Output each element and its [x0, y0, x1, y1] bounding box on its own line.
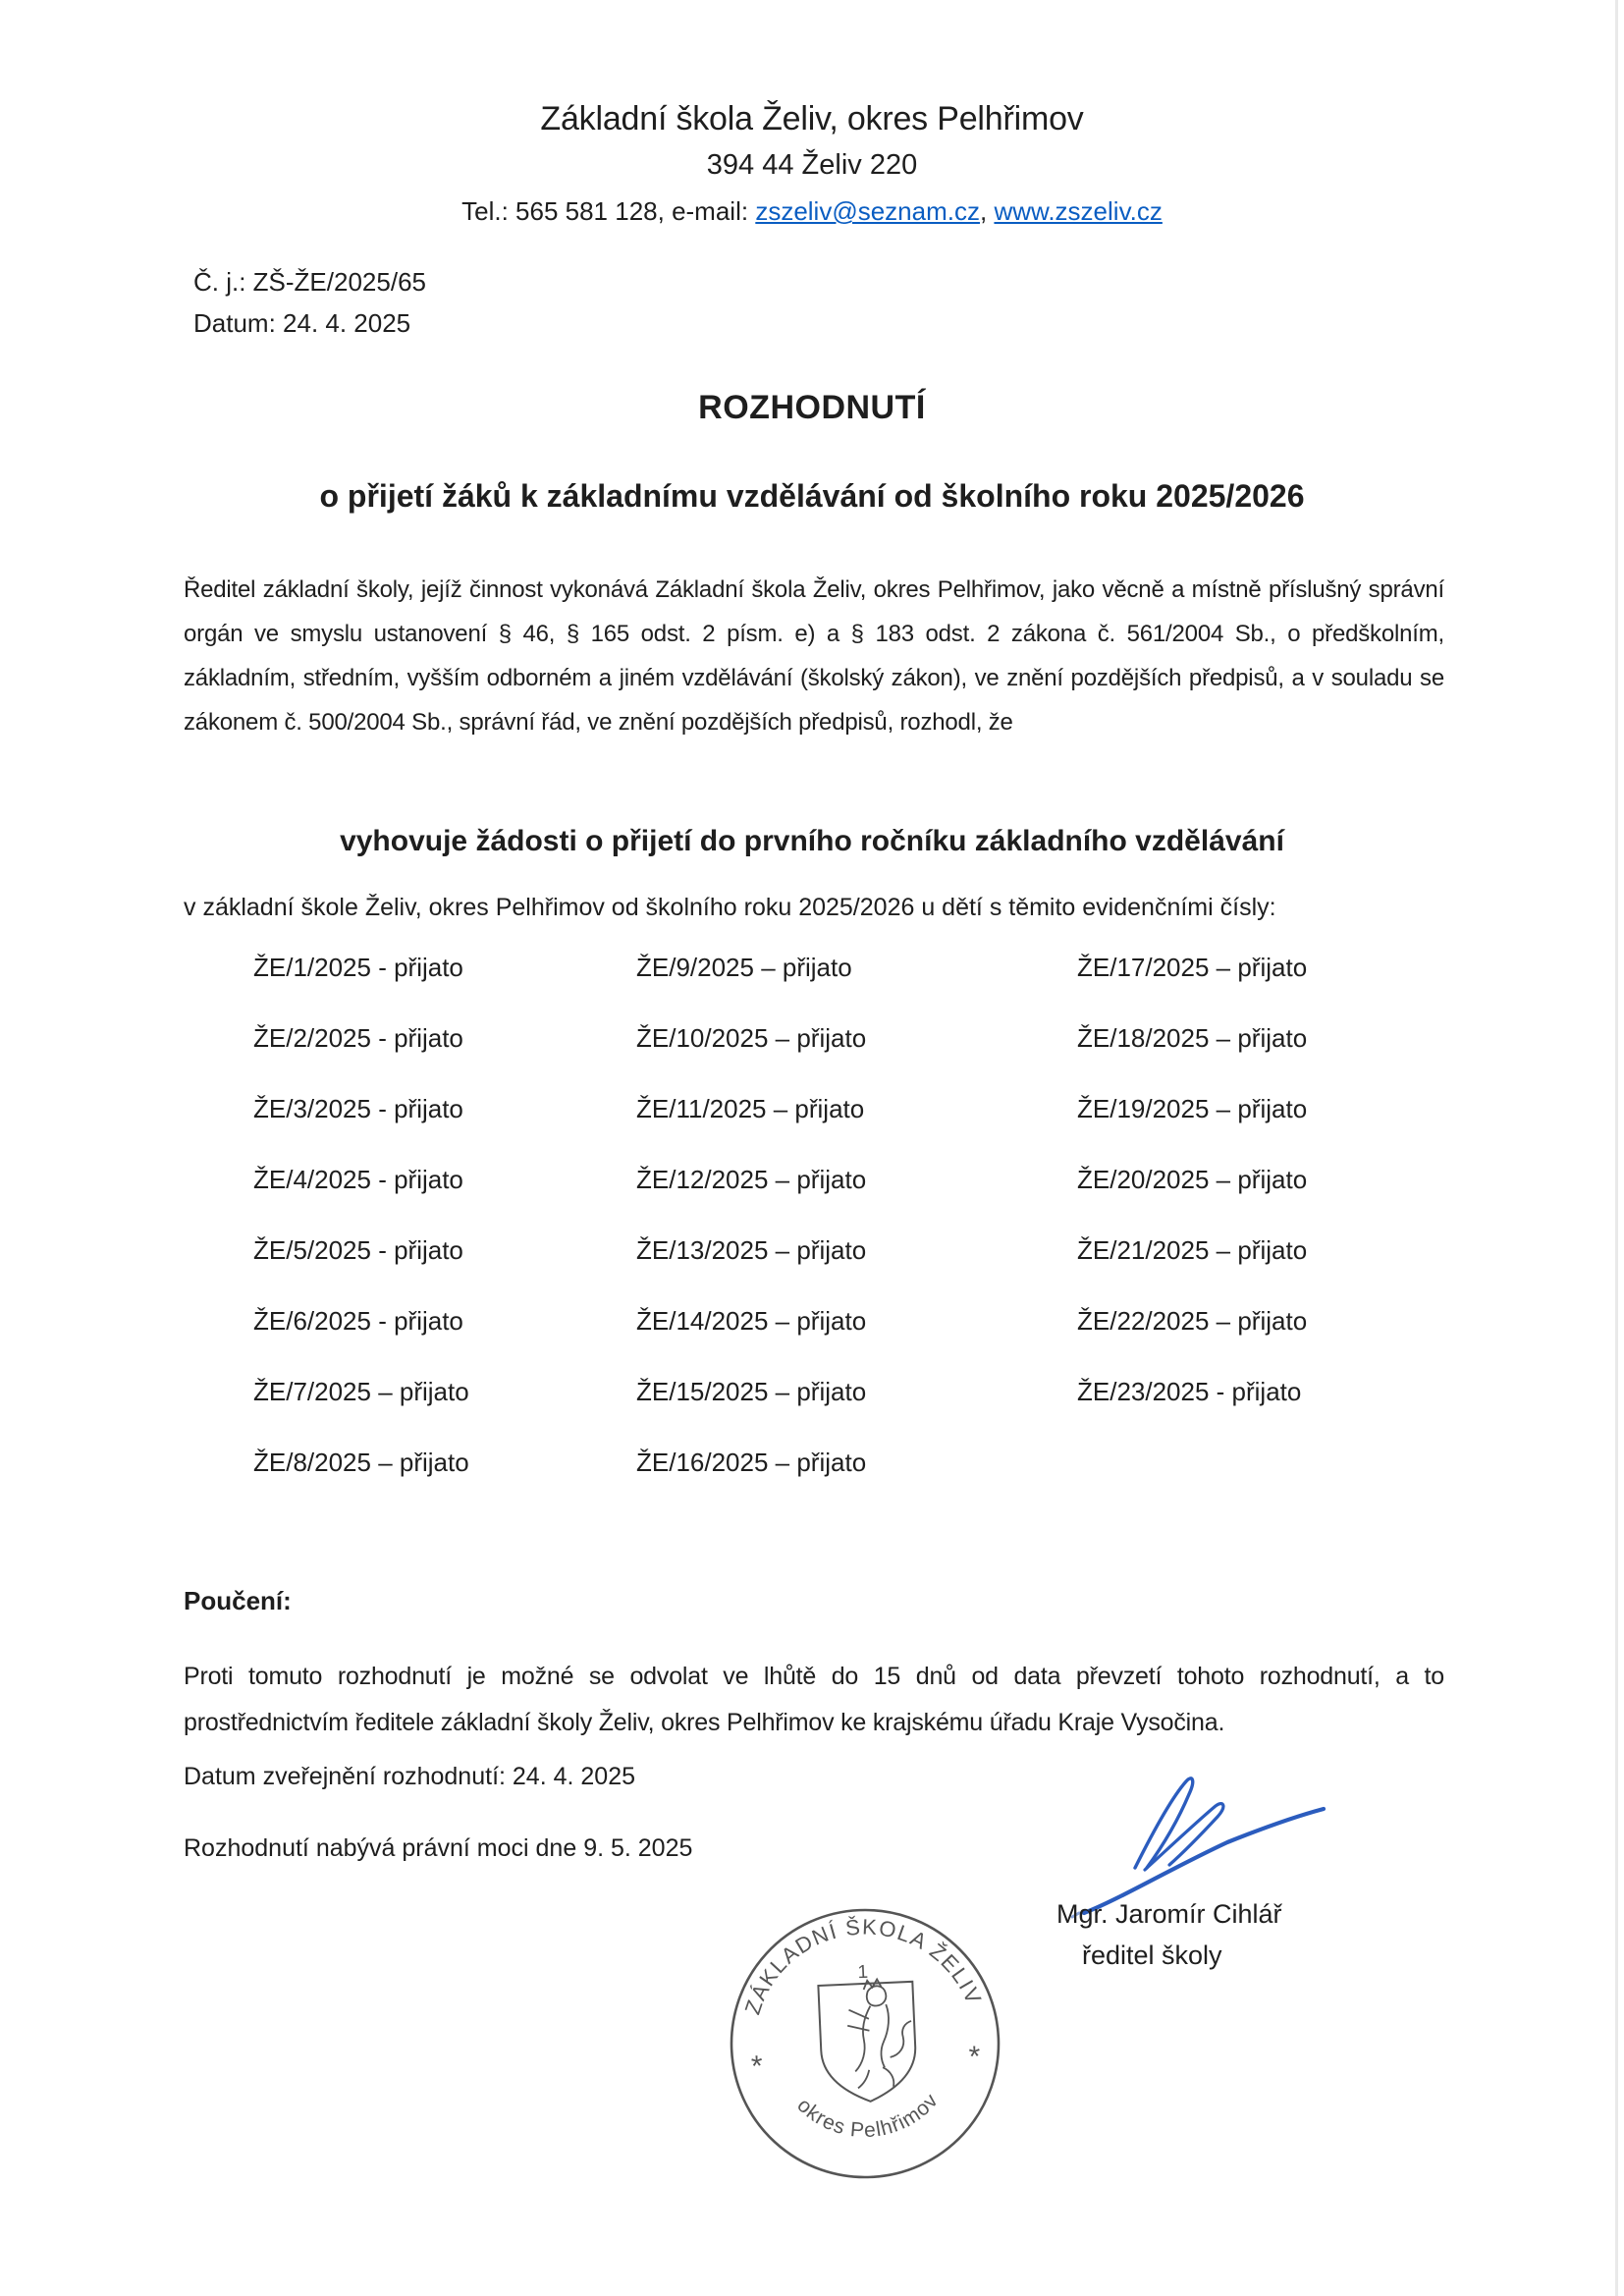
- school-name: Základní škola Želiv, okres Pelhřimov: [540, 100, 1084, 137]
- verdict-heading: vyhovuje žádosti o přijetí do prvního ročníku základního vzdělávání: [340, 825, 1284, 857]
- admission-list-column-1: [253, 953, 469, 1518]
- signer-role: ředitel školy: [1082, 1941, 1222, 1970]
- admission-item: ŽE/2/2025 - přijato: [253, 1023, 463, 1053]
- admission-item: ŽE/13/2025 – přijato: [636, 1235, 867, 1265]
- admission-list-column-3: [1077, 953, 1307, 1448]
- intro-paragraph: Ředitel základní školy, jejíž činnost vykonává Základní škola Želiv, okres Pelhřimov, jako věcně a místně příslušný správní orgán ve smyslu ustanovení § 46, § 165 odst. 2 písm. e) a § 183 odst. 2 zákona č. 561/2004 Sb., o předškolním, základním, středním, vyšším odborném a jiném vzdělávání (školský zákon), ve znění pozdějších předpisů, a v souladu se zákonem č. 500/2004 Sb., správní řád, ve znění pozdějších předpisů, rozhodl, že: [184, 576, 1444, 736]
- stamp-star-left: *: [750, 2050, 764, 2084]
- contact-prefix: Tel.: 565 581 128, e-mail:: [461, 196, 756, 226]
- admission-item: ŽE/15/2025 – přijato: [636, 1377, 867, 1406]
- admission-item: ŽE/12/2025 – přijato: [636, 1165, 867, 1194]
- admission-item: ŽE/20/2025 – přijato: [1077, 1165, 1308, 1194]
- contact-line: [0, 196, 1624, 227]
- admission-item: ŽE/3/2025 - přijato: [253, 1094, 463, 1123]
- school-stamp: [717, 1895, 1013, 2192]
- admission-item: ŽE/22/2025 – přijato: [1077, 1306, 1308, 1336]
- admission-item: ŽE/21/2025 – přijato: [1077, 1235, 1308, 1265]
- email-link[interactable]: zszeliv@seznam.cz: [755, 196, 980, 226]
- admission-item: ŽE/7/2025 – přijato: [253, 1377, 469, 1406]
- stamp-number: 1: [857, 1961, 869, 1984]
- admission-item: ŽE/5/2025 - přijato: [253, 1235, 463, 1265]
- document-date: Datum: 24. 4. 2025: [193, 308, 411, 338]
- notice-heading: Poučení:: [184, 1586, 292, 1615]
- lion-emblem: [845, 1978, 914, 2089]
- admission-item: ŽE/11/2025 – přijato: [636, 1094, 865, 1123]
- admission-item: ŽE/1/2025 - přijato: [253, 953, 463, 982]
- admission-item: ŽE/19/2025 – přijato: [1077, 1094, 1308, 1123]
- stamp-bottom-text: okres Pelhřimov: [792, 2089, 944, 2143]
- document-subtitle: o přijetí žáků k základnímu vzdělávání od školního roku 2025/2026: [319, 478, 1305, 514]
- scan-artifact: [1615, 0, 1618, 2296]
- contact-separator: ,: [979, 196, 995, 226]
- list-intro: v základní škole Želiv, okres Pelhřimov od školního roku 2025/2026 u dětí s těmito evidenčními čísly:: [184, 894, 1276, 921]
- admission-item: ŽE/14/2025 – přijato: [636, 1306, 867, 1336]
- stamp-top-text: ZÁKLADNÍ ŠKOLA ŽELIV: [739, 1914, 987, 2018]
- signer-name: Mgr. Jaromír Cihlář: [1056, 1899, 1282, 1929]
- admission-item: ŽE/23/2025 - přijato: [1077, 1377, 1302, 1406]
- admission-item: ŽE/17/2025 – přijato: [1077, 953, 1308, 982]
- admission-item: ŽE/6/2025 - přijato: [253, 1306, 463, 1336]
- stamp-star-right: *: [968, 2040, 982, 2074]
- admission-item: ŽE/10/2025 – přijato: [636, 1023, 867, 1053]
- notice-paragraph: Proti tomuto rozhodnutí je možné se odvolat ve lhůtě do 15 dnů od data převzetí tohoto rozhodnutí, a to prostřednictvím ředitele základní školy Želiv, okres Pelhřimov ke krajskému úřadu Kraje Vysočina.: [184, 1663, 1444, 1736]
- admission-item: ŽE/8/2025 – přijato: [253, 1448, 469, 1477]
- admission-item: ŽE/16/2025 – přijato: [636, 1448, 867, 1477]
- school-address: 394 44 Želiv 220: [706, 149, 918, 181]
- admission-item: ŽE/4/2025 - přijato: [253, 1165, 463, 1194]
- admission-list-column-2: [636, 953, 866, 1518]
- legal-force-date: Rozhodnutí nabývá právní moci dne 9. 5. 2025: [184, 1834, 693, 1862]
- admission-item: ŽE/18/2025 – přijato: [1077, 1023, 1308, 1053]
- reference-number: Č. j.: ZŠ-ŽE/2025/65: [193, 267, 426, 297]
- document-title: ROZHODNUTÍ: [698, 389, 926, 426]
- publication-date: Datum zveřejnění rozhodnutí: 24. 4. 2025: [184, 1763, 636, 1790]
- website-link[interactable]: www.zszeliv.cz: [994, 196, 1163, 226]
- admission-item: ŽE/9/2025 – přijato: [636, 953, 852, 982]
